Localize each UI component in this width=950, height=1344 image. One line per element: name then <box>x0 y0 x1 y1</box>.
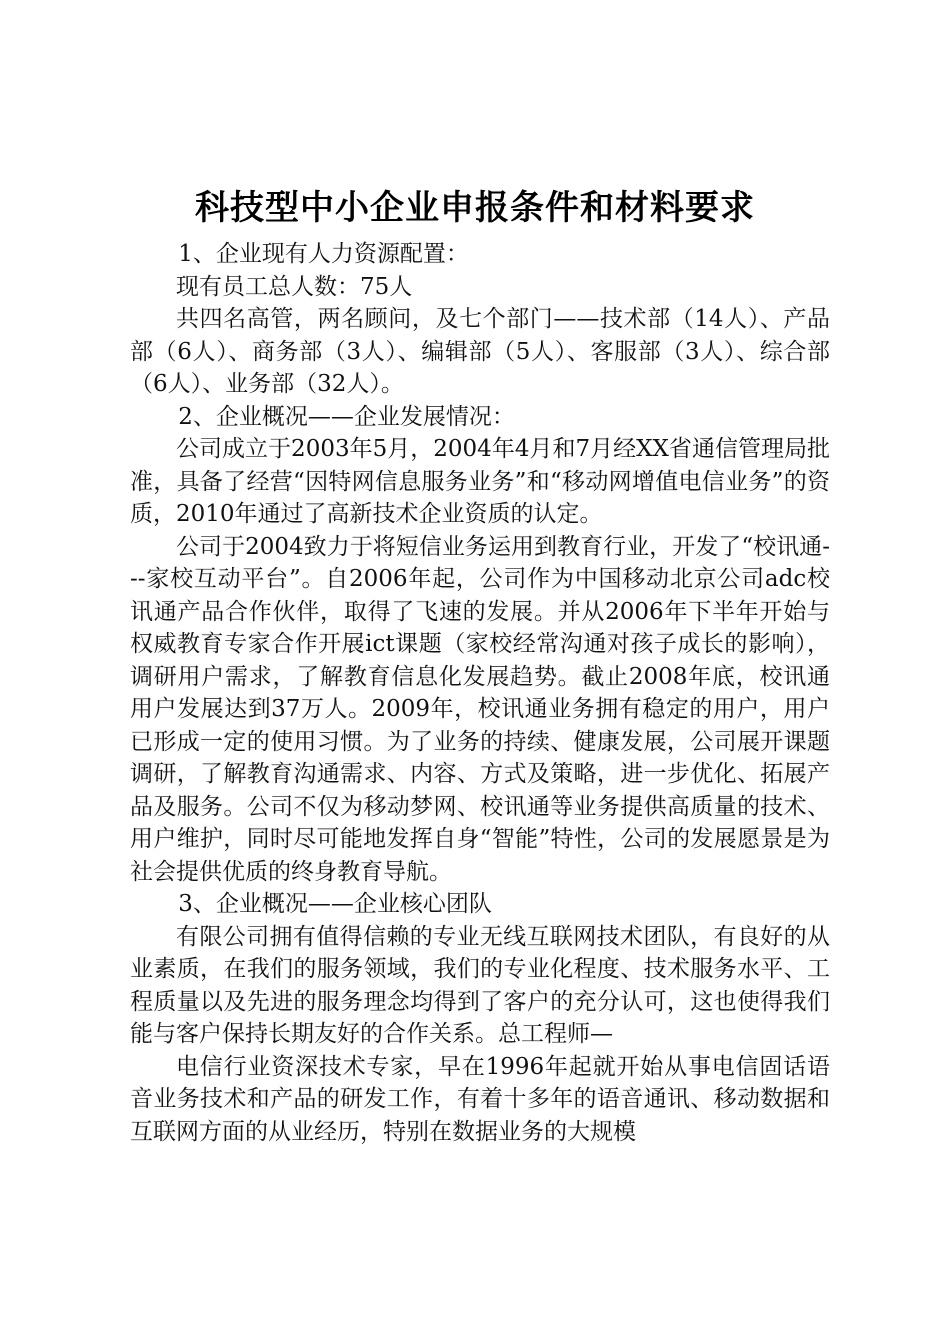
paragraph-business-history: 公司于2004致力于将短信业务运用到教育行业，开发了“校讯通---家校互动平台”。自2006年起，公司作为中国移动北京公司adc校讯通产品合作伙伴，取得了飞速的发展。并从2006年下半年开始与权威教育专家合作开展ict课题（家校经常沟通对孩子成长的影响），调研用户需求，了解教育信息化发展趋势。截止2008年底，校讯通用户发展达到37万人。2009年，校讯通业务拥有稳定的用户，用户已形成一定的使用习惯。为了业务的持续、健康发展，公司展开课题调研，了解教育沟通需求、内容、方式及策略，进一步优化、拓展产品及服务。公司不仅为移动梦网、校讯通等业务提供高质量的技术、用户维护，同时尽可能地发挥自身“智能”特性，公司的发展愿景是为社会提供优质的终身教育导航。 <box>130 533 830 885</box>
document-body <box>130 238 830 1148</box>
paragraph-departments: 共四名高管，两名顾问，及七个部门——技术部（14人）、产品部（6人）、商务部（3人）、编辑部（5人）、客服部（3人）、综合部（6人）、业务部（32人）。 <box>130 306 830 397</box>
section-heading-development: 2、企业概况——企业发展情况： <box>178 403 515 430</box>
paragraph-chief-engineer: 电信行业资深技术专家，早在1996年起就开始从事电信固话语音业务技术和产品的研发工作，有着十多年的语音通讯、移动数据和互联网方面的从业经历，特别在数据业务的大规模 <box>130 1053 830 1145</box>
paragraph-founding: 公司成立于2003年5月，2004年4月和7月经XX省通信管理局批准，具备了经营“因特网信息服务业务”和“移动网增值电信业务”的资质，2010年通过了高新技术企业资质的认定。 <box>130 436 830 527</box>
paragraph-team-overview: 有限公司拥有值得信赖的专业无线互联网技术团队，有良好的从业素质，在我们的服务领域，我们的专业化程度、技术服务水平、工程质量以及先进的服务理念均得到了客户的充分认可，这也使得我们能与客户保持长期友好的合作关系。总工程师— <box>130 923 830 1047</box>
section-heading-hr: 1、企业现有人力资源配置： <box>178 241 469 267</box>
section-heading-core-team: 3、企业概况——企业核心团队 <box>178 891 492 917</box>
paragraph-staff-total: 现有员工总人数：75人 <box>176 273 413 300</box>
document-title: 科技型中小企业申报条件和材料要求 <box>195 188 755 228</box>
